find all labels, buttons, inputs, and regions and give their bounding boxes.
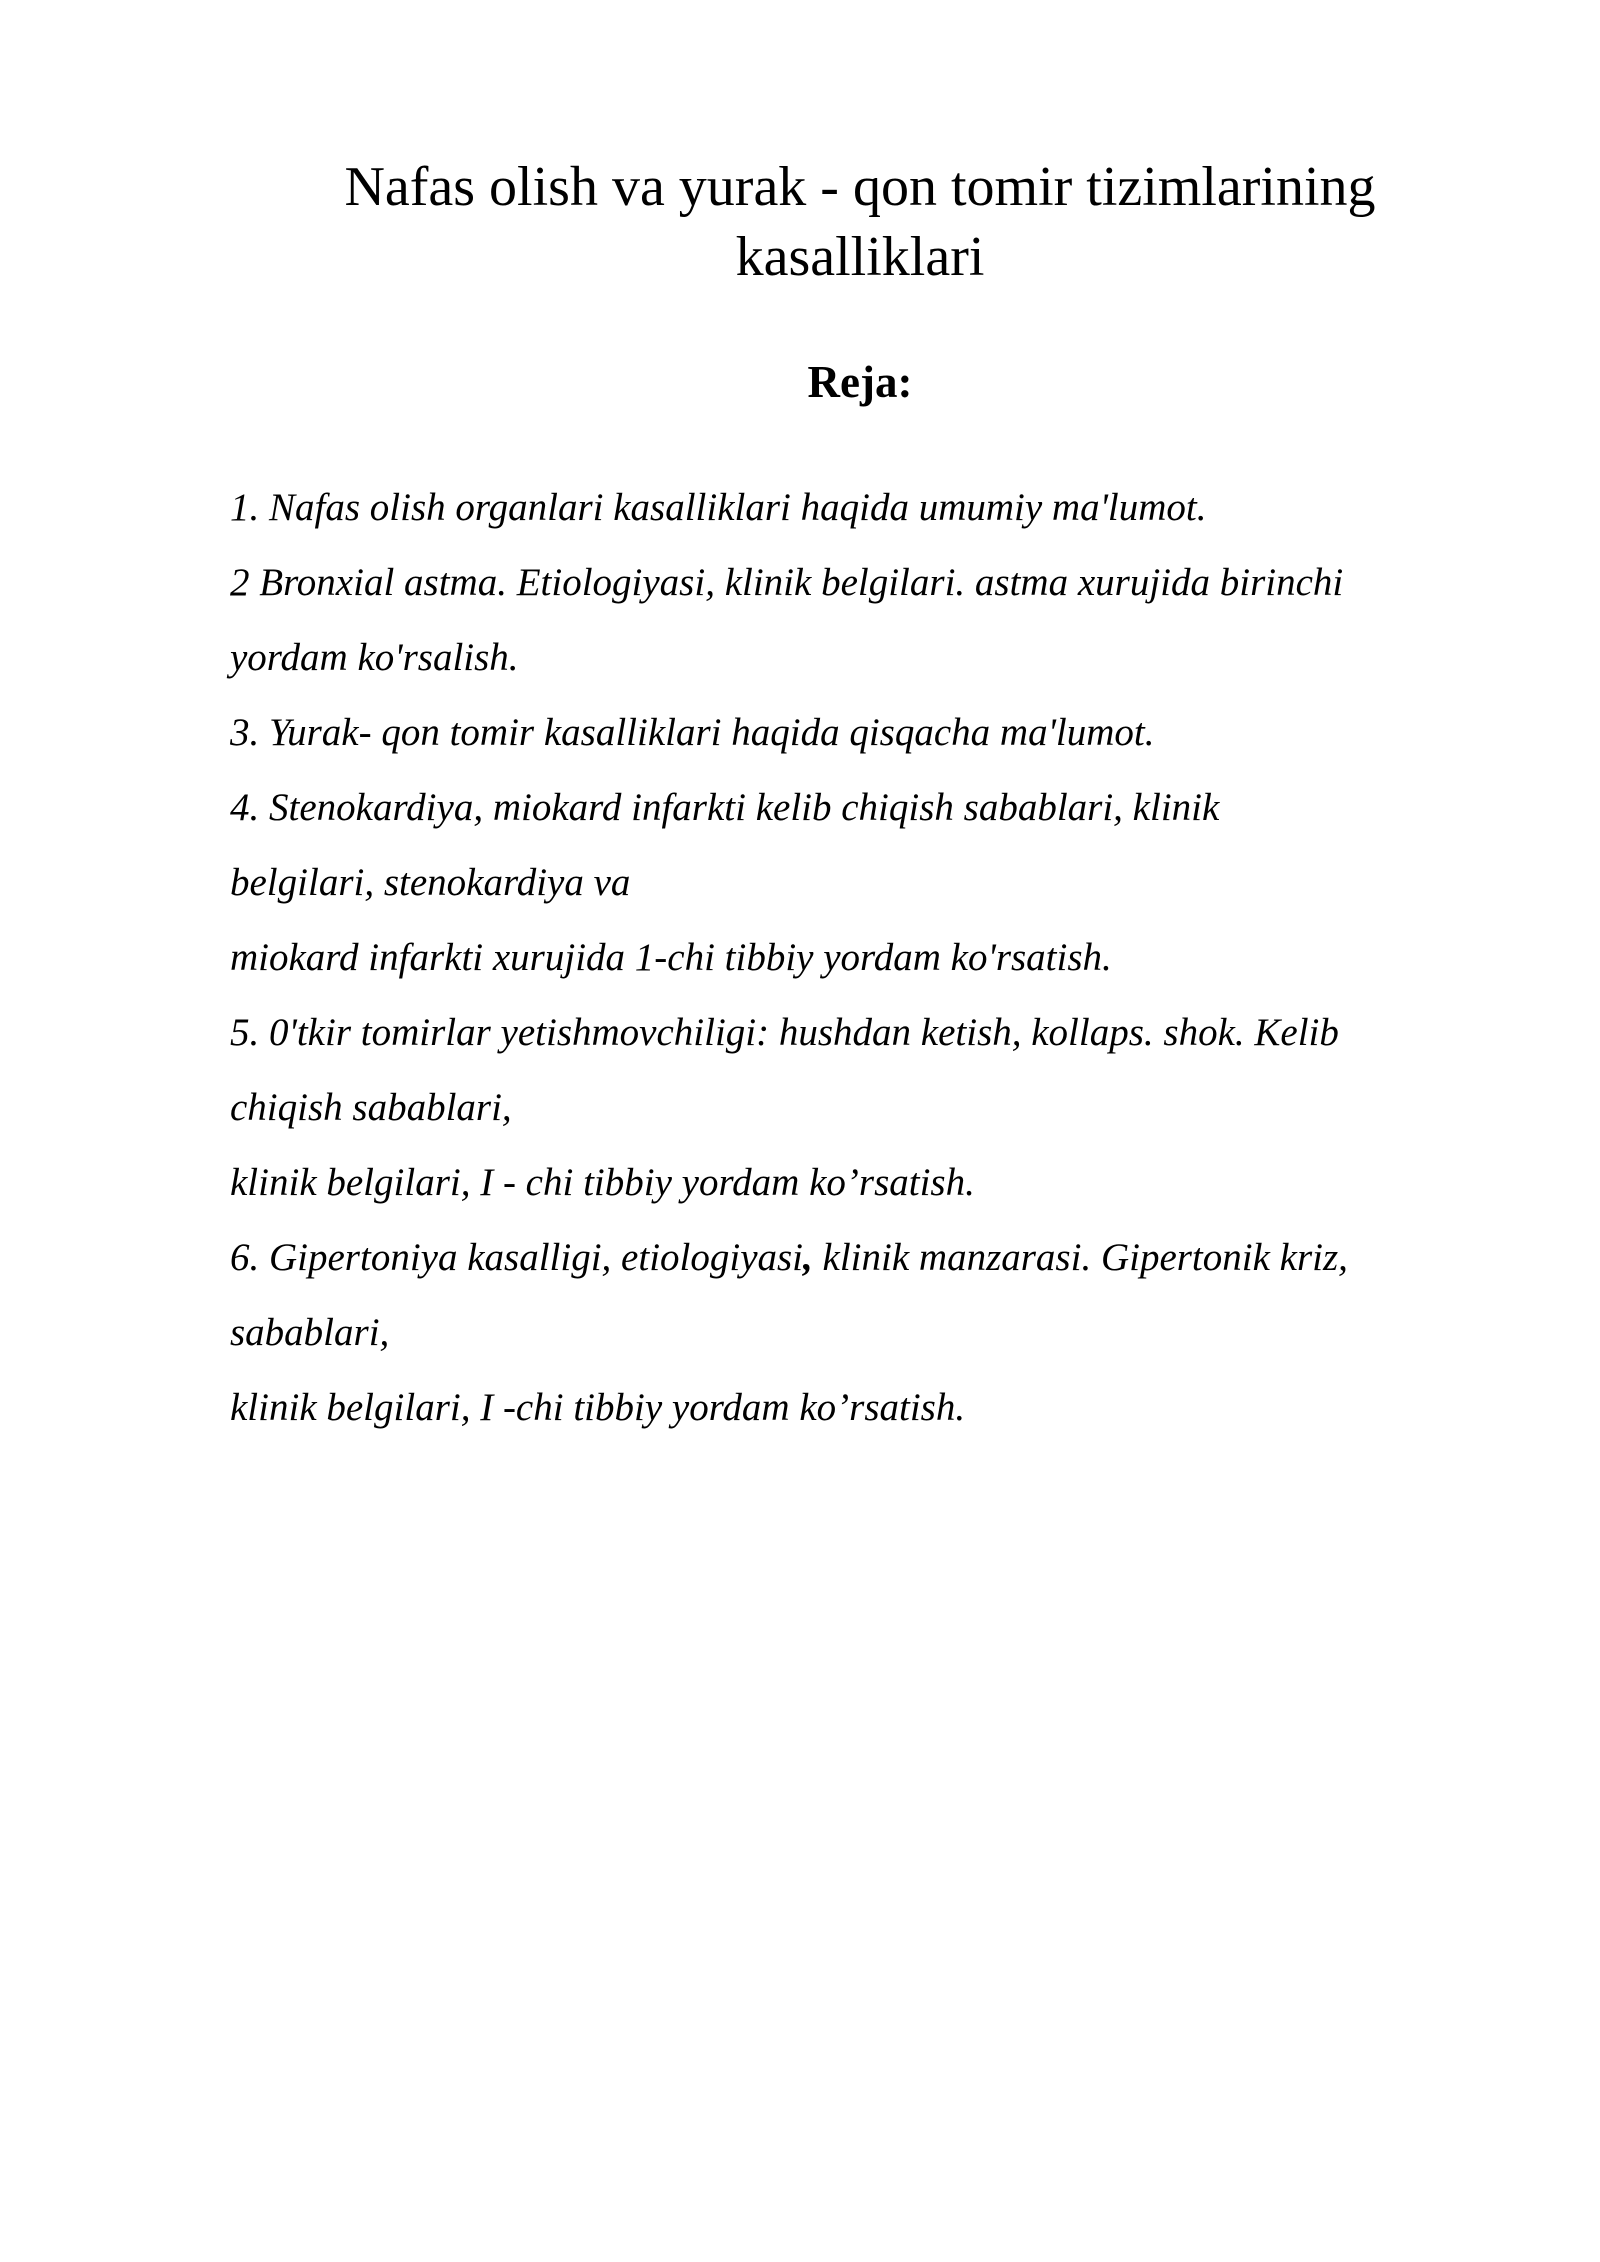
plan-line: 4. Stenokardiya, miokard infarkti kelib chiqish sabablari, klinik	[230, 786, 1220, 829]
plan-line: 2 Bronxial astma. Etiologiyasi, klinik belgilari. astma xurujida birinchi	[230, 561, 1344, 604]
plan-line: miokard infarkti xurujida 1-chi tibbiy yordam ko'rsatish.	[230, 936, 1112, 979]
plan-line: 5. 0'tkir tomirlar yetishmovchiligi: hushdan ketish, kollaps. shok. Kelib	[230, 1011, 1339, 1054]
plan-line: sabablari,	[230, 1311, 390, 1354]
plan-line-part: 6. Gipertoniya kasalligi, etiologiyasi	[230, 1236, 804, 1279]
page-title	[0, 152, 1600, 292]
plan-line: belgilari, stenokardiya va	[230, 861, 631, 904]
plan-line: 1. Nafas olish organlari kasalliklari haqida umumiy ma'lumot.	[230, 486, 1207, 529]
plan-line-bold-comma: ,	[803, 1236, 813, 1279]
plan-list	[230, 470, 1530, 1445]
title-line-2: kasalliklari	[735, 226, 985, 288]
plan-line: yordam ko'rsalish.	[230, 636, 519, 679]
plan-line: klinik belgilari, I - chi tibbiy yordam ko’rsatish.	[230, 1161, 975, 1204]
plan-line: chiqish sabablari,	[230, 1086, 512, 1129]
plan-line	[230, 1220, 1530, 1295]
plan-heading: Reja:	[807, 357, 913, 407]
title-line-1: Nafas olish va yurak - qon tomir tizimlarining	[344, 156, 1376, 218]
plan-line: klinik belgilari, I -chi tibbiy yordam ko’rsatish.	[230, 1386, 966, 1429]
plan-line-part: klinik manzarasi. Gipertonik kriz,	[812, 1236, 1348, 1279]
plan-line: 3. Yurak- qon tomir kasalliklari haqida qisqacha ma'lumot.	[230, 711, 1155, 754]
